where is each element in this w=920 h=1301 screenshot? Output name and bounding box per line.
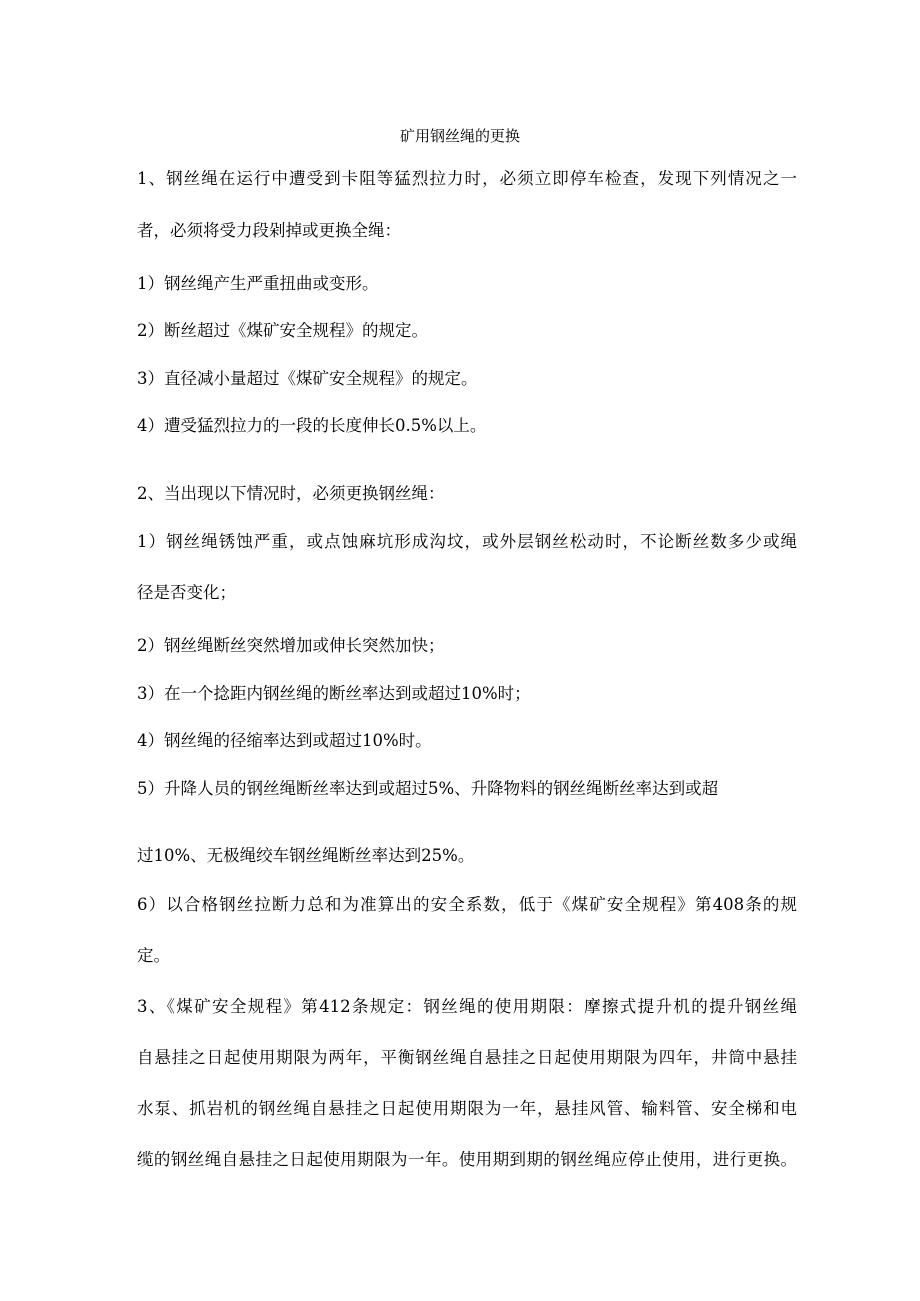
section1-paragraph-line-1: 1、钢丝绳在运行中遭受到卡阻等猛烈拉力时，必须立即停车检查，发现下列情况之一 [137, 169, 797, 188]
section2-item-4: 4）钢丝绳的径缩率达到或超过10%时。 [137, 731, 432, 750]
document-title: 矿用钢丝绳的更换 [399, 127, 520, 145]
section2-item-2: 2）钢丝绳断丝突然增加或伸长突然加快； [137, 636, 445, 655]
section2-item-1-line-1: 1）钢丝绳锈蚀严重，或点蚀麻坑形成沟坟，或外层钢丝松动时，不论断丝数多少或绳 [137, 532, 797, 551]
section1-item-3: 3）直径减小量超过《煤矿安全规程》的规定。 [137, 369, 478, 388]
section2-item-6-line-2: 定。 [137, 946, 170, 965]
section1-paragraph-line-2: 者，必须将受力段剁掉或更换全绳： [137, 221, 401, 240]
section2-heading: 2、当出现以下情况时，必须更换钢丝绳： [137, 484, 445, 503]
section1-item-4: 4）遭受猛烈拉力的一段的长度伸长0.5%以上。 [137, 416, 487, 435]
section2-item-5-line-1: 5）升降人员的钢丝绳断丝率达到或超过5%、升降物料的钢丝绳断丝率达到或超 [137, 779, 719, 798]
section2-item-5-line-2: 过10%、无极绳绞车钢丝绳断丝率达到25%。 [137, 846, 475, 865]
section3-paragraph-line-1: 3、《煤矿安全规程》第412条规定：钢丝绳的使用期限：摩擦式提升机的提升钢丝绳 [137, 997, 797, 1016]
section3-paragraph-line-4: 缆的钢丝绳自悬挂之日起使用期限为一年。使用期到期的钢丝绳应停止使用，进行更换。 [137, 1150, 797, 1169]
section2-item-1-line-2: 径是否变化； [137, 583, 236, 602]
section2-item-6-line-1: 6）以合格钢丝拉断力总和为准算出的安全系数，低于《煤矿安全规程》第408条的规 [137, 895, 797, 914]
section3-paragraph-line-2: 自悬挂之日起使用期限为两年，平衡钢丝绳自悬挂之日起使用期限为四年，井筒中悬挂 [137, 1048, 797, 1067]
section3-paragraph-line-3: 水泵、抓岩机的钢丝绳自悬挂之日起使用期限为一年，悬挂风管、输料管、安全梯和电 [137, 1099, 797, 1118]
section1-item-2: 2）断丝超过《煤矿安全规程》的规定。 [137, 321, 428, 340]
section2-item-3: 3）在一个捻距内钢丝绳的断丝率达到或超过10%时； [137, 684, 531, 703]
section1-item-1: 1）钢丝绳产生严重扭曲或变形。 [137, 274, 379, 293]
